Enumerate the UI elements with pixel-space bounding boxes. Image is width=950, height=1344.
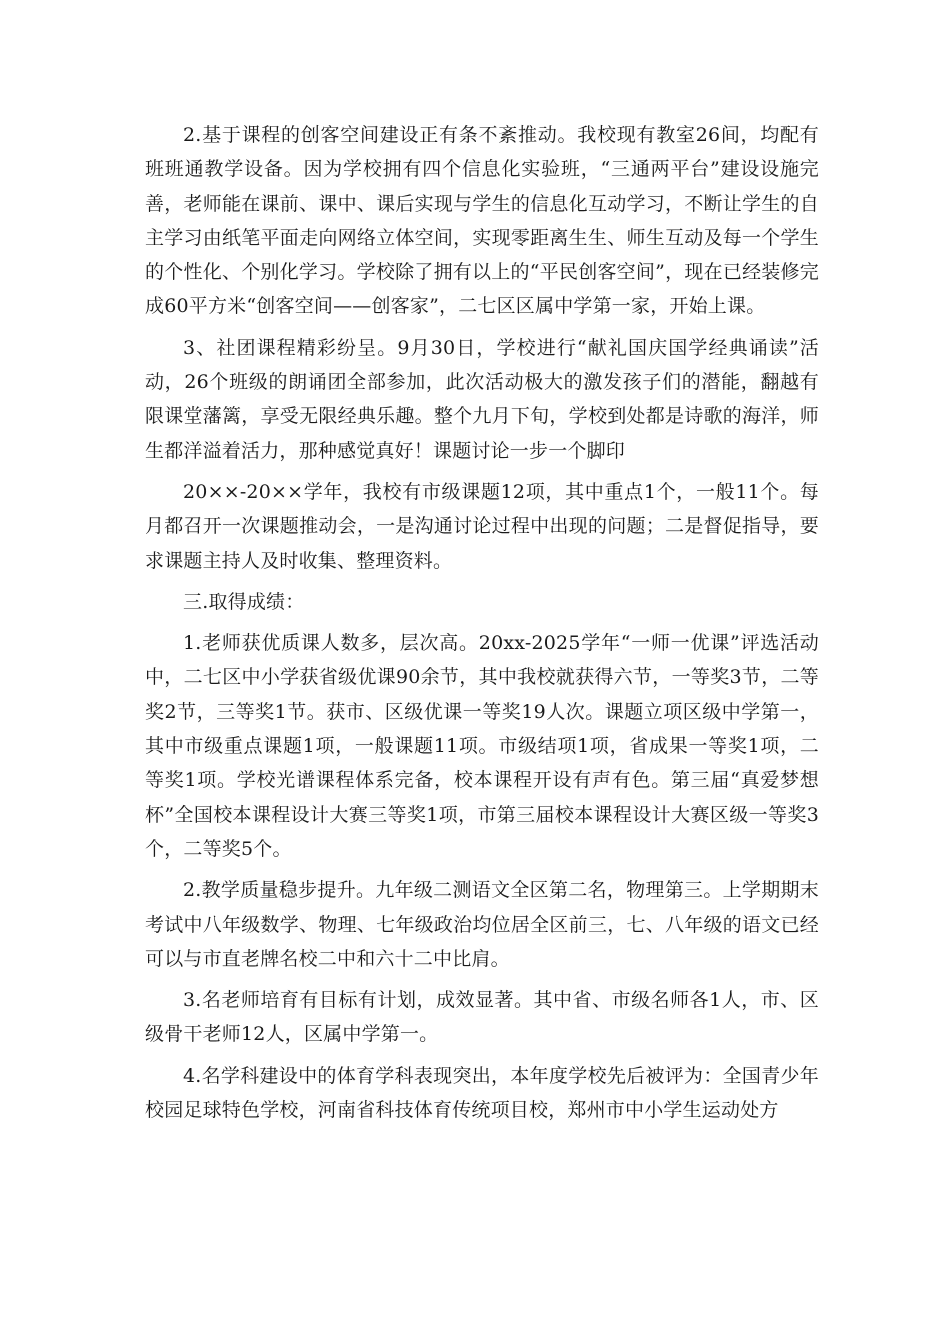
paragraph-famous-teachers: 3.名老师培育有目标有计划，成效显著。其中省、市级名师各1人，市、区级骨干老师12人，区属中学第一。 bbox=[145, 989, 819, 1046]
section-heading-achievements: 三.取得成绩： bbox=[183, 590, 305, 613]
paragraph-makerspace: 2.基于课程的创客空间建设正有条不紊推动。我校现有教室26间，均配有班班通教学设备。因为学校拥有四个信息化实验班，“三通两平台”建设设施完善，老师能在课前、课中、课后实现与学生的信息化互动学习，不断让学生的自主学习由纸笔平面走向网络立体空间，实现零距离生生、师生互动及每一个学生的个性化、个别化学习。学校除了拥有以上的“平民创客空间”，现在已经装修完成60平方米“创客空间——创客家”，二七区区属中学第一家，开始上课。 bbox=[145, 124, 819, 318]
paragraph-research-topics: 20××-20××学年，我校有市级课题12项，其中重点1个，一般11个。每月都召开一次课题推动会，一是沟通讨论过程中出现的问题；二是督促指导，要求课题主持人及时收集、整理资料。 bbox=[145, 480, 819, 572]
document-page bbox=[145, 118, 819, 1134]
paragraph-sports-discipline: 4.名学科建设中的体育学科表现突出，本年度学校先后被评为：全国青少年校园足球特色学校，河南省科技体育传统项目校，郑州市中小学生运动处方 bbox=[145, 1064, 819, 1122]
paragraph-quality-lessons: 1.老师获优质课人数多，层次高。20xx-2025学年“一师一优课”评选活动中，二七区中小学获省级优课90余节，其中我校就获得六节，一等奖3节，二等奖2节，三等奖1节。获市、区级优课一等奖19人次。课题立项区级中学第一，其中市级重点课题1项，一般课题11项。市级结项1项，省成果一等奖1项，二等奖1项。学校光谱课程体系完备，校本课程开设有声有色。第三届“真爱梦想杯”全国校本课程设计大赛三等奖1项，市第三届校本课程设计大赛区级一等奖3个，二等奖5个。 bbox=[145, 632, 819, 860]
paragraph-teaching-quality: 2.教学质量稳步提升。九年级二测语文全区第二名，物理第三。上学期期末考试中八年级数学、物理、七年级政治均位居全区前三，七、八年级的语文已经可以与市直老牌名校二中和六十二中比肩。 bbox=[145, 879, 819, 970]
paragraph-club-courses: 3、社团课程精彩纷呈。9月30日，学校进行“献礼国庆国学经典诵读”活动，26个班级的朗诵团全部参加，此次活动极大的激发孩子们的潜能，翻越有限课堂藩篱，享受无限经典乐趣。整个九月下旬，学校到处都是诗歌的海洋，师生都洋溢着活力，那种感觉真好！课题讨论一步一个脚印 bbox=[145, 336, 819, 462]
